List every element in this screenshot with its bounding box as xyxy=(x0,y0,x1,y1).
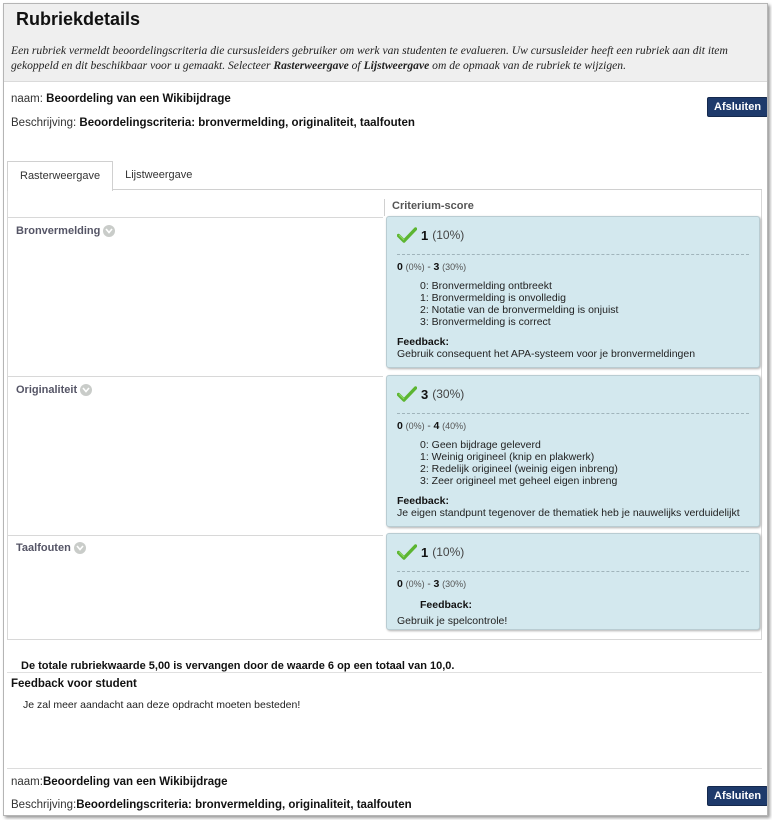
page-title: Rubriekdetails xyxy=(16,9,141,29)
description-value: Beoordelingscriteria: bronvermelding, originaliteit, taalfouten xyxy=(76,799,412,811)
card-divider xyxy=(397,413,749,414)
feedback-text: Je eigen standpunt tegenover de thematiek heb je nauwelijks verduidelijkt xyxy=(397,507,740,519)
range-max: 3 xyxy=(433,261,440,273)
summary-divider xyxy=(7,672,762,673)
chevron-down-icon[interactable] xyxy=(74,542,86,554)
column-separator xyxy=(384,199,385,216)
performance-levels xyxy=(420,439,618,487)
intro-text xyxy=(11,43,768,73)
intro-text-part: om de opmaak van de rubriek te wijzigen. xyxy=(429,59,626,72)
score-range xyxy=(397,420,466,432)
criterion-label-taalfouten[interactable] xyxy=(16,542,86,554)
range-separator: - xyxy=(427,262,431,273)
rubric-description-footer xyxy=(11,799,412,811)
page-header xyxy=(4,4,767,82)
criterion-name: Taalfouten xyxy=(16,542,71,554)
score-value: 1 xyxy=(421,227,429,243)
range-separator: - xyxy=(427,579,431,590)
criterion-score-card[interactable] xyxy=(386,216,760,368)
close-button-top[interactable]: Afsluiten xyxy=(707,97,768,117)
card-divider xyxy=(397,254,749,255)
card-divider xyxy=(397,571,749,572)
range-min: 0 xyxy=(397,578,403,590)
intro-grid-view-term: Rasterweergave xyxy=(273,59,349,72)
range-max-pct: (40%) xyxy=(442,421,467,431)
intro-text-part: of xyxy=(348,59,364,72)
row-divider xyxy=(7,535,383,536)
name-label: naam: xyxy=(11,776,43,788)
checkmark-icon xyxy=(397,386,417,402)
score-range xyxy=(397,261,466,273)
feedback-label: Feedback: xyxy=(397,336,449,348)
chevron-down-icon[interactable] xyxy=(103,225,115,237)
feedback-text: Gebruik je spelcontrole! xyxy=(397,615,508,627)
student-feedback-title: Feedback voor student xyxy=(11,678,137,690)
rubric-name xyxy=(11,93,231,105)
intro-text-part: gekoppeld en dit beschikbaar voor u gemaakt. Selecteer xyxy=(11,59,274,72)
intro-line-1: Een rubriek vermeldt beoordelingscriteria die cursusleiders gebruiker om werk van studenten te evalueren. Uw cursusleider heeft een rubriek aan dit item xyxy=(11,44,728,57)
feedback-label: Feedback: xyxy=(397,495,449,507)
level-item: 1: Weinig origineel (knip en plakwerk) xyxy=(420,451,595,463)
rubric-details-window xyxy=(3,3,768,816)
selected-score xyxy=(397,386,464,402)
close-button-bottom[interactable]: Afsluiten xyxy=(707,786,768,806)
score-value: 3 xyxy=(421,386,429,402)
feedback-label: Feedback: xyxy=(420,599,472,611)
intro-line-2 xyxy=(11,58,768,73)
tab-list-view[interactable]: Lijstweergave xyxy=(125,169,193,181)
tab-grid-view[interactable]: Rasterweergave xyxy=(7,161,113,191)
range-max-pct: (30%) xyxy=(442,579,467,589)
score-range xyxy=(397,578,466,590)
score-percentage: (30%) xyxy=(432,387,465,401)
level-item: 1: Bronvermelding is onvolledig xyxy=(420,292,566,304)
criterion-score-card[interactable] xyxy=(386,375,760,527)
row-divider xyxy=(7,376,383,377)
rubric-name-footer xyxy=(11,776,228,788)
range-max: 3 xyxy=(433,578,440,590)
feedback-text: Gebruik consequent het APA-systeem voor je bronvermeldingen xyxy=(397,348,696,360)
score-percentage: (10%) xyxy=(432,228,465,242)
criterion-name: Bronvermelding xyxy=(16,225,101,237)
level-item: 3: Zeer origineel met geheel eigen inbreng xyxy=(420,475,618,487)
range-min-pct: (0%) xyxy=(405,421,425,431)
criterion-name: Originaliteit xyxy=(16,384,78,396)
score-value: 1 xyxy=(421,544,429,560)
column-header-criterion-score: Criterium-score xyxy=(392,200,474,212)
view-tabs xyxy=(7,161,204,190)
level-item: 3: Bronvermelding is correct xyxy=(420,316,551,328)
intro-list-view-term: Lijstweergave xyxy=(363,59,430,72)
range-separator: - xyxy=(427,421,431,432)
score-percentage: (10%) xyxy=(432,545,465,559)
criterion-score-card[interactable] xyxy=(386,533,760,630)
checkmark-icon xyxy=(397,227,417,243)
level-item: 0: Bronvermelding ontbreekt xyxy=(420,280,552,292)
range-min-pct: (0%) xyxy=(405,262,425,272)
selected-score xyxy=(397,544,464,560)
checkmark-icon xyxy=(397,544,417,560)
range-min: 0 xyxy=(397,420,403,432)
criterion-label-originaliteit[interactable] xyxy=(16,384,92,396)
name-value: Beoordeling van een Wikibijdrage xyxy=(46,93,231,105)
name-label: naam: xyxy=(11,93,43,105)
range-max-pct: (30%) xyxy=(442,262,467,272)
description-value: Beoordelingscriteria: bronvermelding, originaliteit, taalfouten xyxy=(79,117,415,129)
footer-divider xyxy=(7,768,762,769)
row-divider xyxy=(7,217,383,218)
performance-levels xyxy=(420,280,618,328)
description-label: Beschrijving: xyxy=(11,117,77,129)
range-min: 0 xyxy=(397,261,403,273)
chevron-down-icon[interactable] xyxy=(80,384,92,396)
level-item: 2: Notatie van de bronvermelding is onjuist xyxy=(420,304,619,316)
description-label: Beschrijving: xyxy=(11,799,77,811)
level-item: 2: Redelijk origineel (weinig eigen inbreng) xyxy=(420,463,618,475)
selected-score xyxy=(397,227,464,243)
name-value: Beoordeling van een Wikibijdrage xyxy=(42,776,228,788)
total-score-text: De totale rubriekwaarde 5,00 is vervangen door de waarde 6 op een totaal van 10,0. xyxy=(21,660,455,672)
level-item: 0: Geen bijdrage geleverd xyxy=(420,439,541,451)
student-feedback-text: Je zal meer aandacht aan deze opdracht moeten besteden! xyxy=(23,699,301,711)
range-min-pct: (0%) xyxy=(405,579,425,589)
criterion-label-bronvermelding[interactable] xyxy=(16,225,115,237)
range-max: 4 xyxy=(433,420,440,432)
rubric-description xyxy=(11,117,415,129)
